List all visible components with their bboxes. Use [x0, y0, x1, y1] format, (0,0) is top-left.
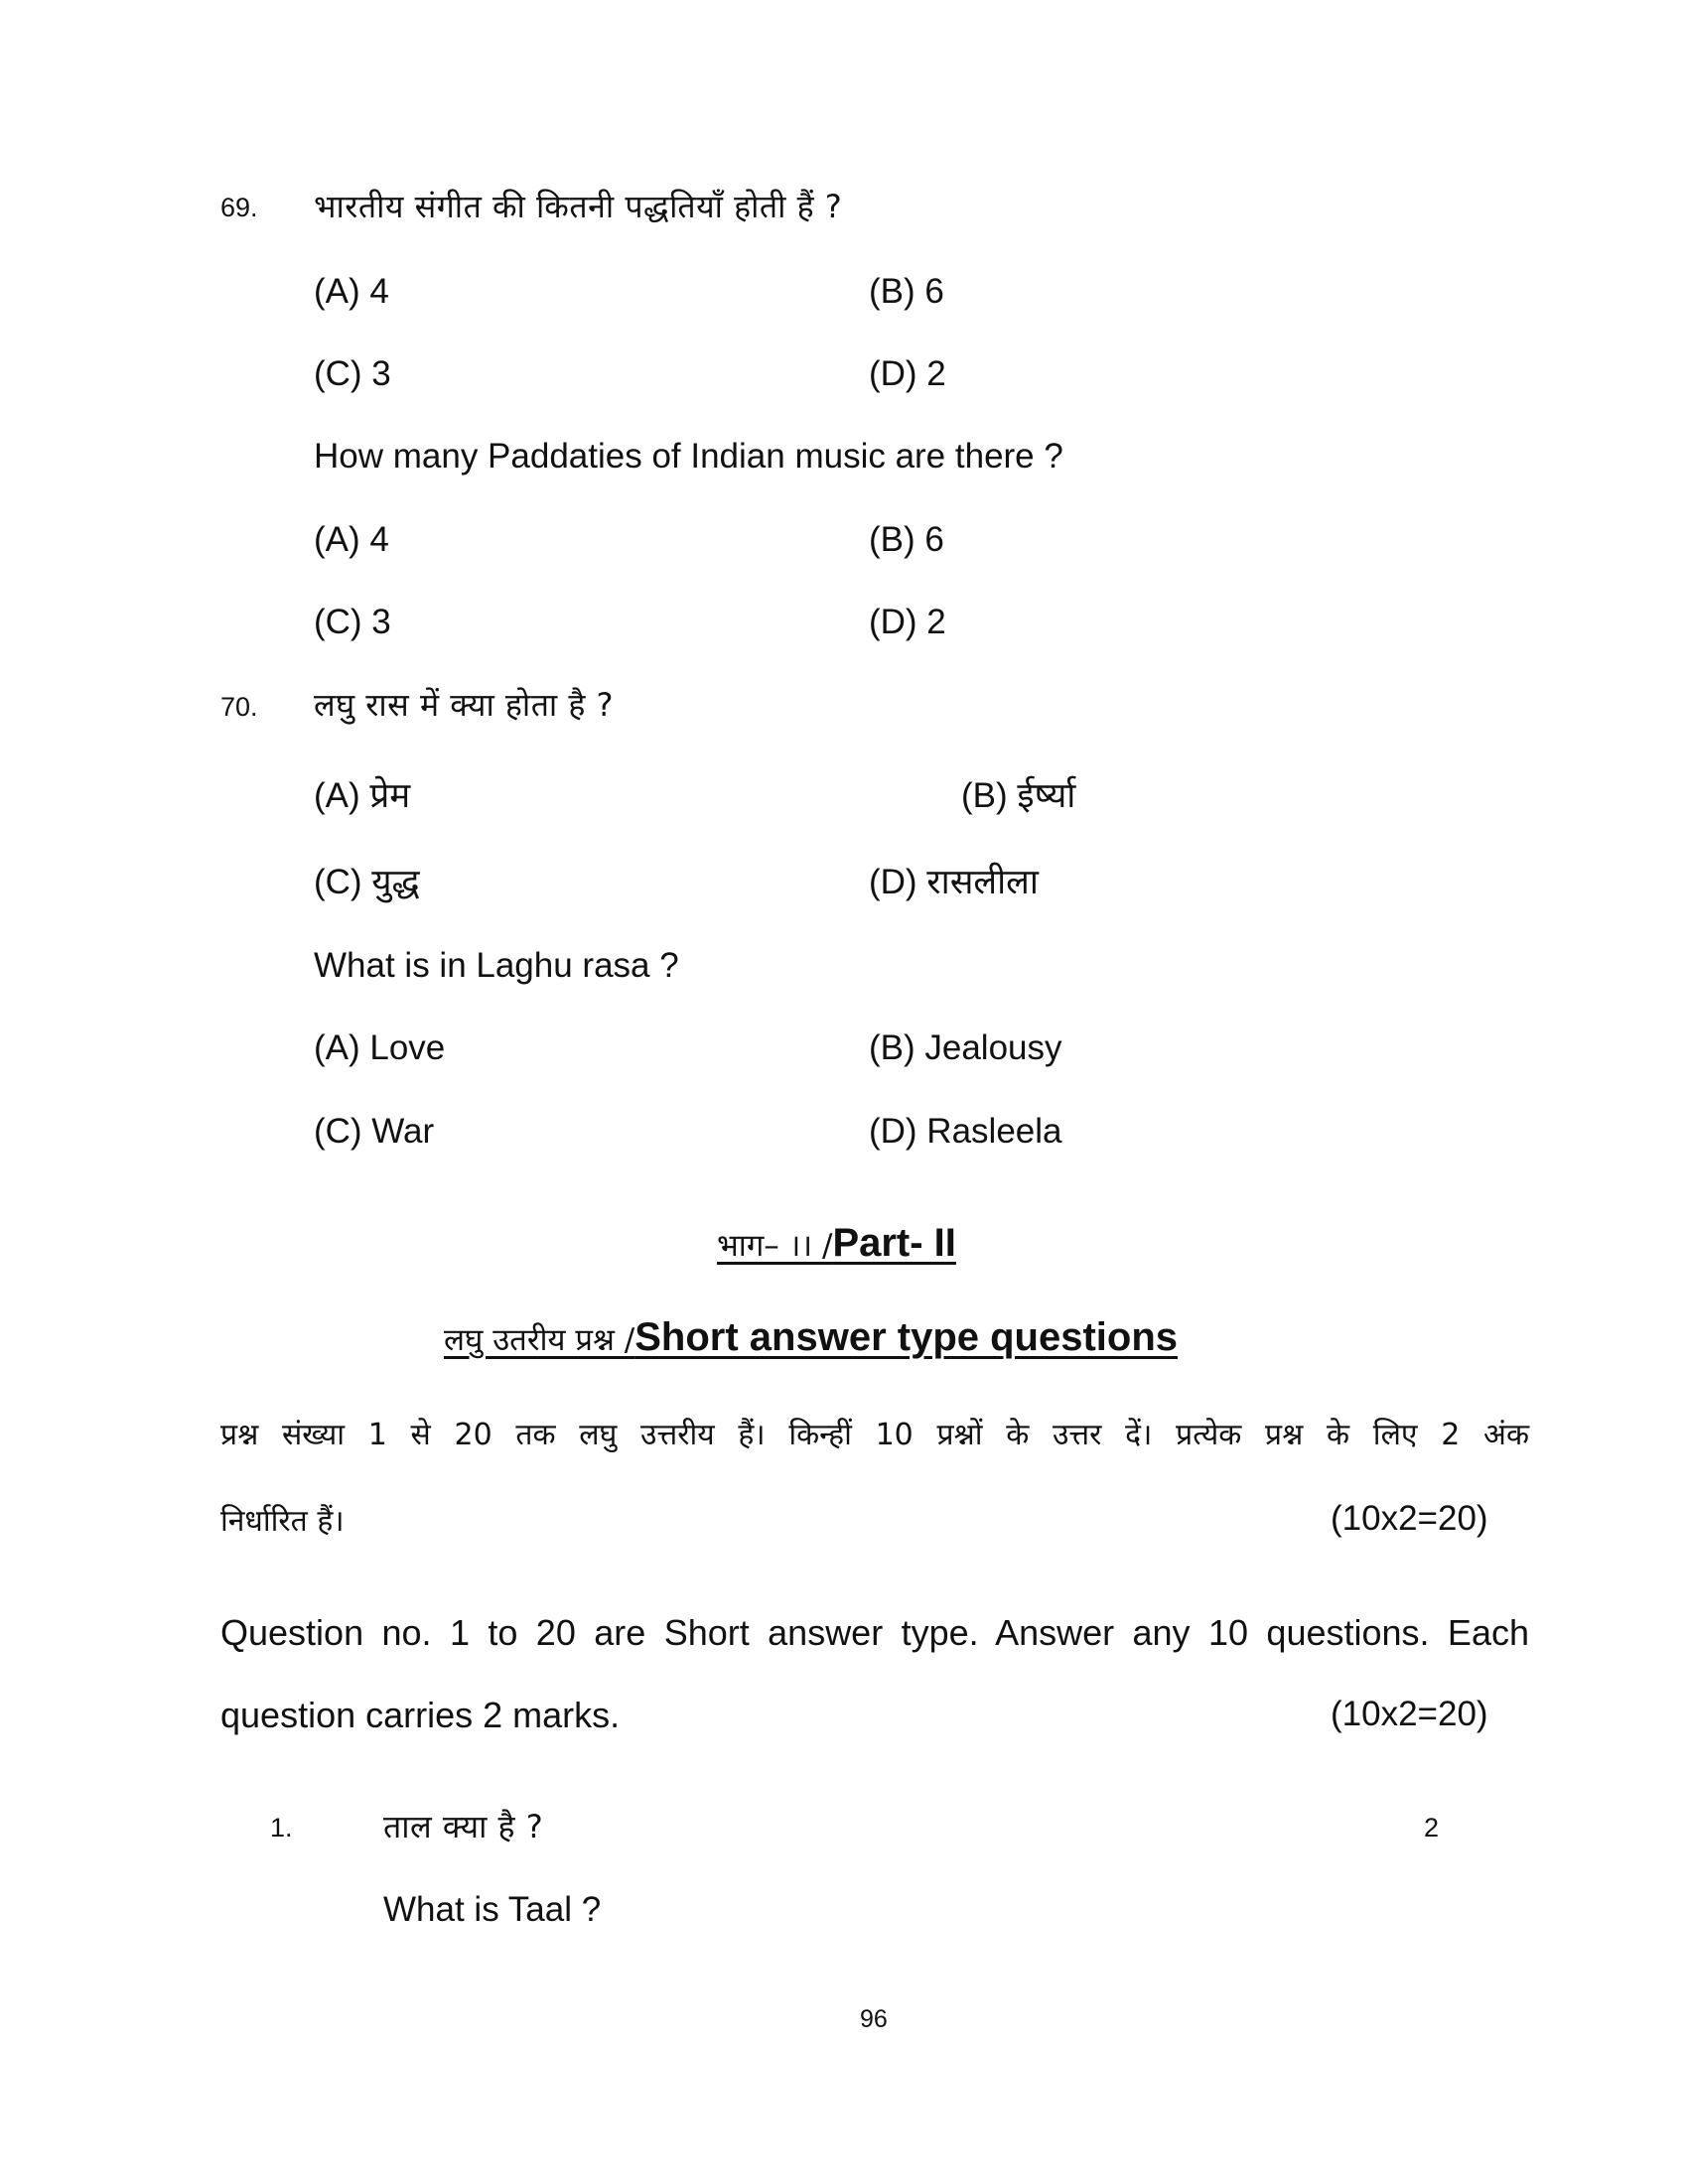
option-d: (D) Rasleela [869, 1112, 1062, 1151]
option-a: (A) 4 [314, 272, 389, 311]
marks-total: (10x2=20) [1331, 1499, 1488, 1538]
question-text-hindi: भारतीय संगीत की कितनी पद्धतियाँ होती हैं ? [314, 188, 843, 225]
option-d: (D) 2 [869, 354, 946, 393]
question-number: 70. [220, 692, 258, 722]
part-heading [717, 1221, 956, 1266]
option-c: (C) 3 [314, 354, 391, 393]
option-c: (C) युद्ध [314, 863, 420, 901]
option-a: (A) 4 [314, 520, 389, 559]
part-heading-hindi: भाग– ।। / [717, 1228, 833, 1264]
section-heading-english: Short answer type questions [634, 1315, 1179, 1359]
part-heading-english: Part- II [832, 1221, 956, 1265]
option-a: (A) Love [314, 1028, 446, 1067]
question-marks: 2 [1424, 1813, 1440, 1843]
instructions-english-line1: Question no. 1 to 20 are Short answer type. Answer any 10 questions. Each [220, 1612, 1529, 1653]
question-text-hindi: लघु रास में क्या होता है ? [314, 686, 615, 724]
section-heading-hindi: लघु उतरीय प्रश्न / [444, 1322, 635, 1358]
option-b: (B) 6 [869, 272, 944, 311]
question-text-english: What is Taal ? [383, 1890, 602, 1929]
option-c: (C) War [314, 1112, 435, 1151]
question-text-english: What is in Laghu rasa ? [314, 946, 679, 985]
option-d: (D) रासलीला [869, 863, 1039, 901]
option-a: (A) प्रेम [314, 776, 411, 815]
option-b: (B) ईर्ष्या [961, 776, 1076, 815]
instructions-hindi-line2: निर्धारित हैं। [220, 1504, 345, 1539]
question-number: 1. [270, 1813, 293, 1843]
question-number: 69. [220, 193, 258, 222]
instructions-hindi-line1: प्रश्न संख्या 1 से 20 तक लघु उत्तरीय हैं। किन्हीं 10 प्रश्नों के उत्तर दें। प्रत्येक प्रश्न के लिए 2 अंक [220, 1418, 1529, 1452]
section-heading [444, 1315, 1178, 1360]
instructions-english-line2: question carries 2 marks. [220, 1695, 621, 1735]
page-number: 96 [860, 2005, 888, 2033]
option-b: (B) Jealousy [869, 1028, 1062, 1067]
option-c: (C) 3 [314, 603, 391, 641]
question-text-english: How many Paddaties of Indian music are there ? [314, 437, 1063, 476]
option-d: (D) 2 [869, 603, 946, 641]
question-text-hindi: ताल क्या है ? [383, 1808, 544, 1845]
marks-total: (10x2=20) [1331, 1695, 1488, 1733]
option-b: (B) 6 [869, 520, 944, 559]
